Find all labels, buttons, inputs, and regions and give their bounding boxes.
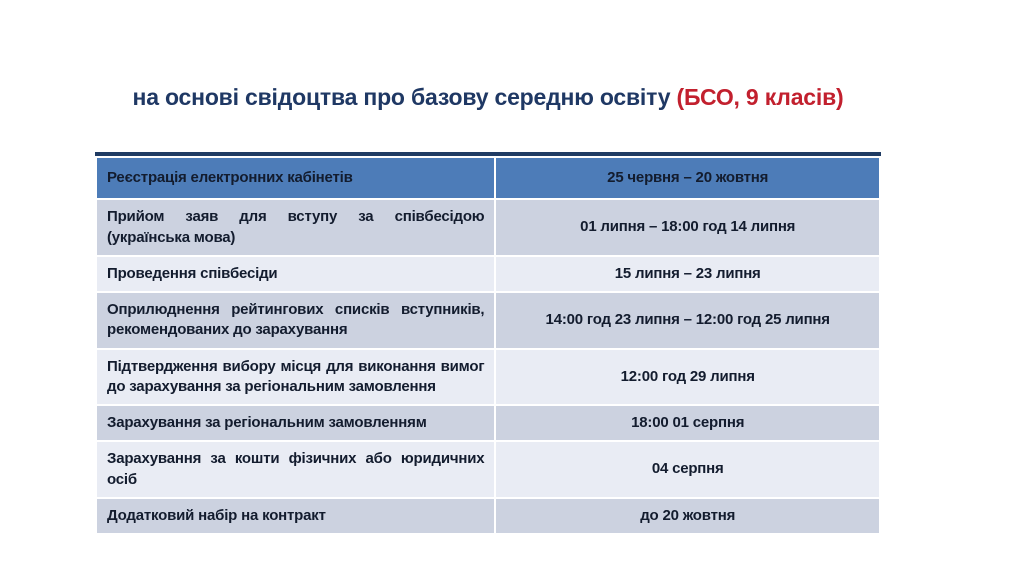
event-label-cell: Зарахування за кошти фізичних або юридичних осіб [96, 441, 495, 498]
schedule-table [95, 156, 881, 535]
event-date-cell: 18:00 01 серпня [495, 405, 880, 441]
table-row [96, 349, 880, 406]
table-row [96, 199, 880, 256]
slide-title-main: на основі свідоцтва про базову середню освіту [132, 84, 677, 110]
event-label-cell: Додатковий набір на контракт [96, 498, 495, 534]
table-row [96, 405, 880, 441]
table-row [96, 498, 880, 534]
table-row [96, 292, 880, 349]
event-date-cell: 14:00 год 23 липня – 12:00 год 25 липня [495, 292, 880, 349]
table-header-row [96, 157, 880, 199]
event-label-cell: Реєстрація електронних кабінетів [96, 157, 495, 199]
table-row [96, 441, 880, 498]
table-row [96, 256, 880, 292]
event-label-cell: Оприлюднення рейтингових списків вступників, рекомендованих до зарахування [96, 292, 495, 349]
slide-title [95, 84, 881, 111]
slide-title-highlight: (БСО, 9 класів) [676, 84, 844, 110]
event-date-cell: 15 липня – 23 липня [495, 256, 880, 292]
schedule-table-container [95, 152, 881, 535]
event-date-cell: 04 серпня [495, 441, 880, 498]
event-label-cell: Підтвердження вибору місця для виконання вимог до зарахування за регіональним замовлення [96, 349, 495, 406]
event-date-cell: до 20 жовтня [495, 498, 880, 534]
event-label-cell: Зарахування за регіональним замовленням [96, 405, 495, 441]
event-label-cell: Прийом заяв для вступу за співбесідою (українська мова) [96, 199, 495, 256]
event-date-cell: 01 липня – 18:00 год 14 липня [495, 199, 880, 256]
event-label-cell: Проведення співбесіди [96, 256, 495, 292]
event-date-cell: 25 червня – 20 жовтня [495, 157, 880, 199]
event-date-cell: 12:00 год 29 липня [495, 349, 880, 406]
